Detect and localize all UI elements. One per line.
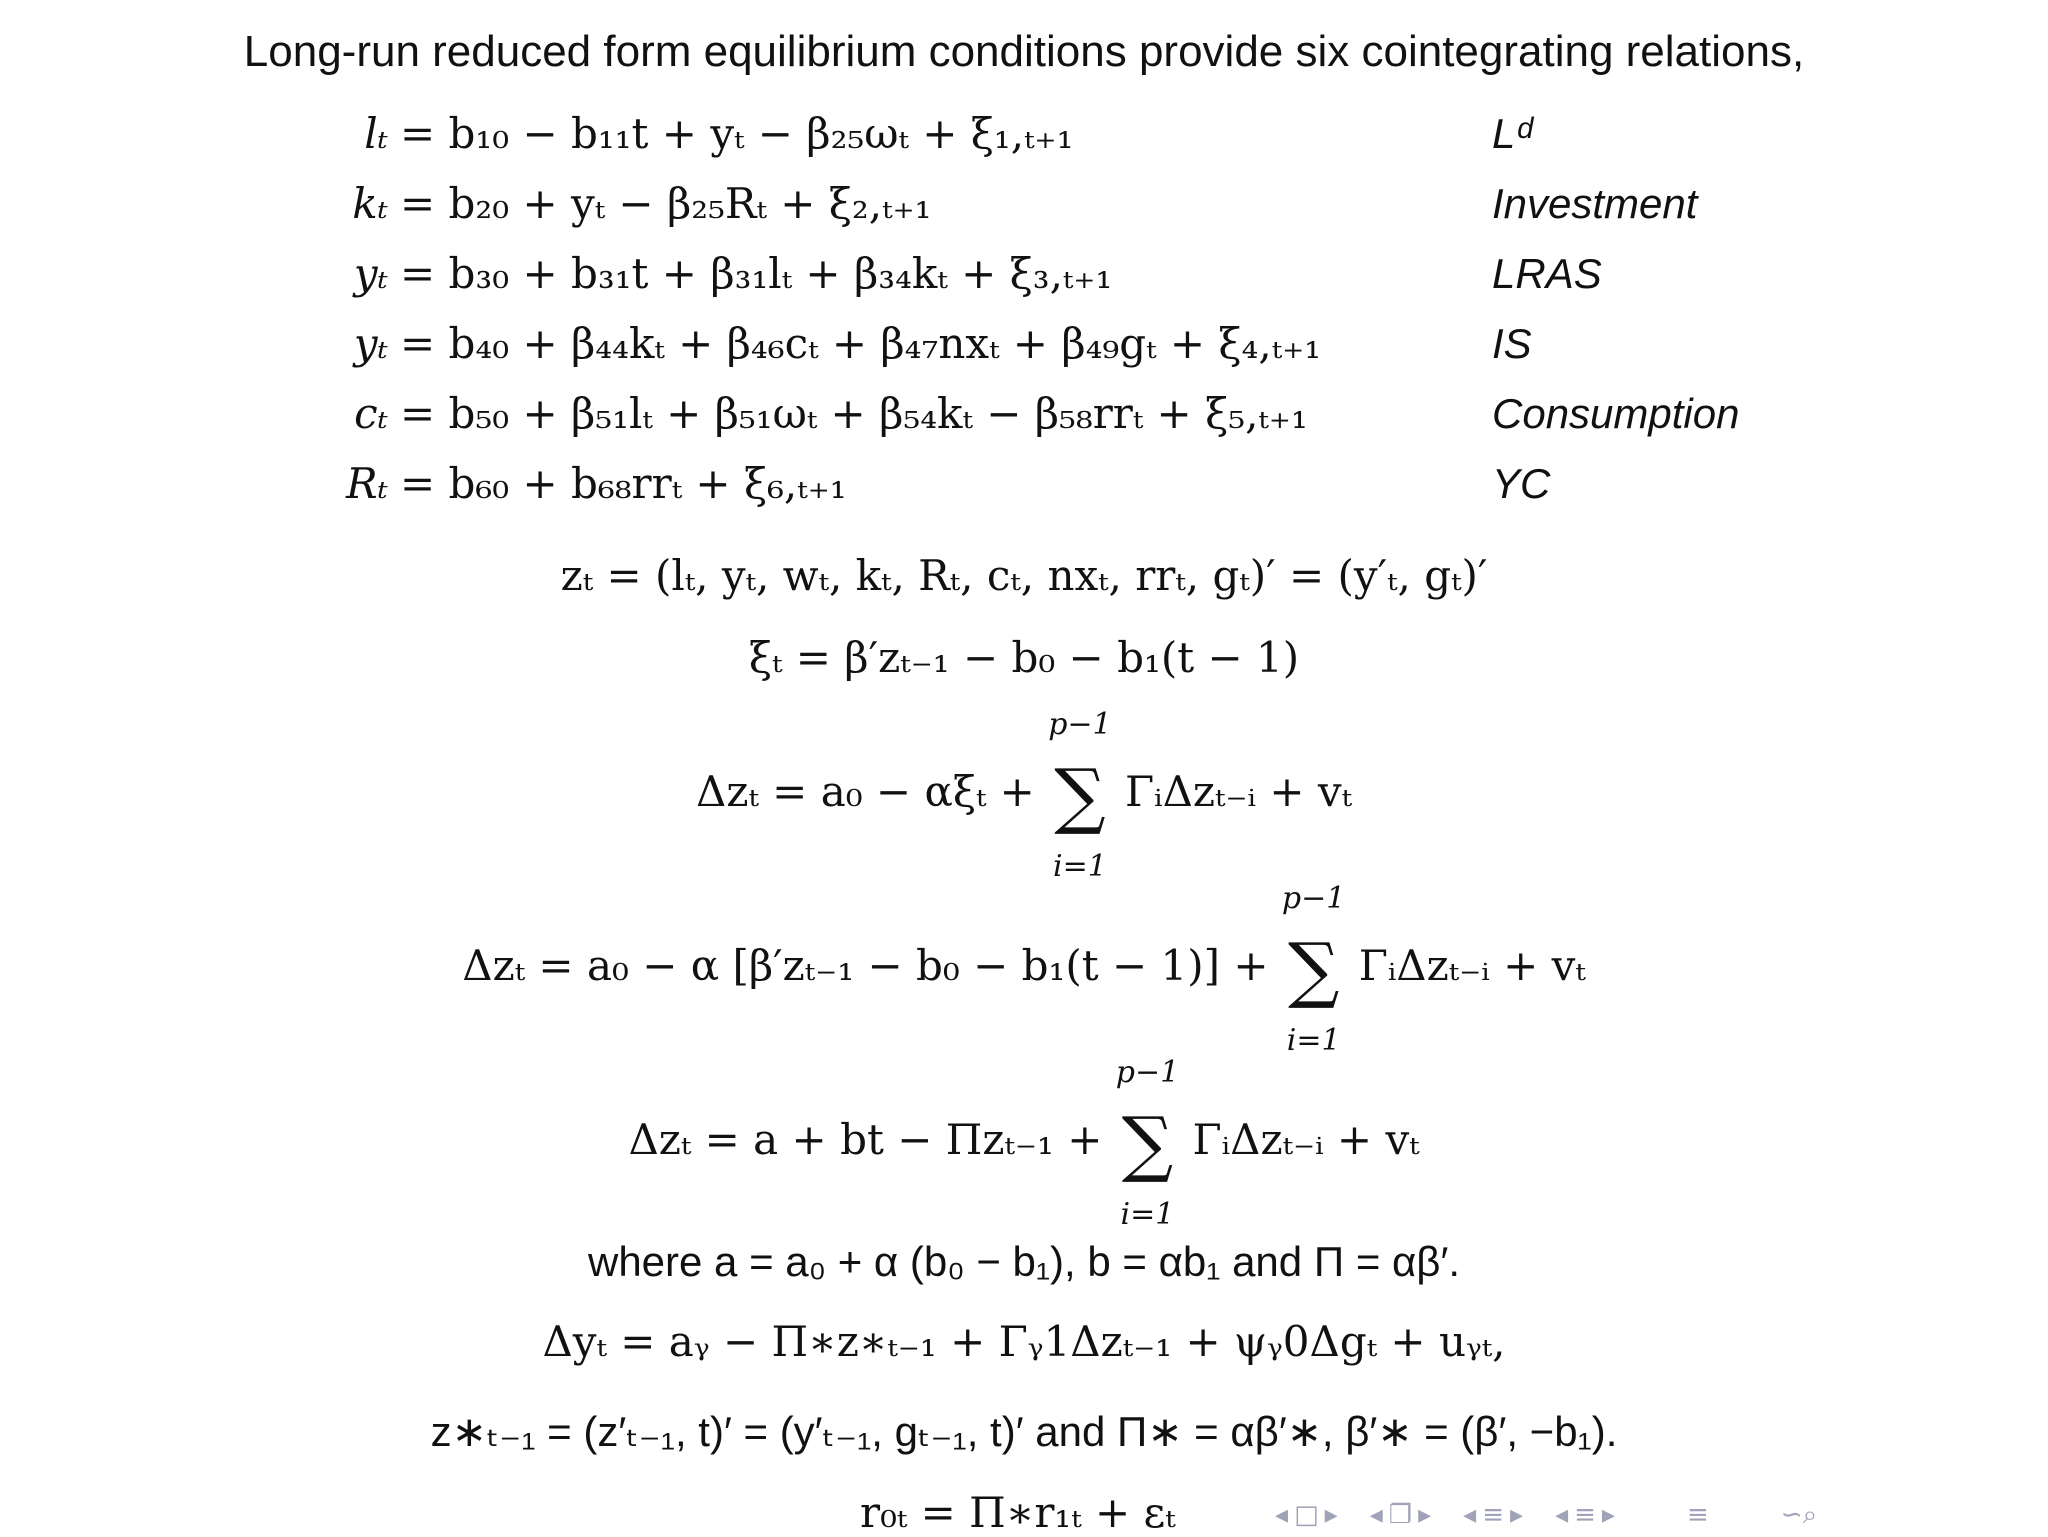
- system-rhs: = b₂₀ + yₜ − β₂₅Rₜ + ξ₂,ₜ₊₁: [400, 179, 932, 228]
- nav-align-icon[interactable]: ≡: [1686, 1500, 1709, 1530]
- summation-symbol: ∑ p−1 i=1: [1048, 707, 1112, 884]
- nav-next-section-icon[interactable]: ▸: [1510, 1500, 1524, 1530]
- system-rhs: = b₅₀ + β₅₁lₜ + β₅₁ωₜ + β₅₄kₜ − β₅₈rrₜ + ξ₅,ₜ₊₁: [400, 389, 1308, 438]
- nav-subsection-icon[interactable]: ❐: [1388, 1500, 1413, 1530]
- nav-frame-icon[interactable]: □: [1294, 1500, 1319, 1530]
- nav-document-icon[interactable]: ≡: [1574, 1500, 1596, 1530]
- sum-lower-limit: i=1: [1120, 1197, 1175, 1232]
- system-row: [0, 448, 2048, 520]
- system-rhs: = b₆₀ + b₆₈rrₜ + ξ₆,ₜ₊₁: [400, 459, 847, 508]
- system-lhs: kₜ: [352, 179, 388, 228]
- where-definition: where a = a₀ + α (b₀ − b₁), b = αb₁ and Π = αβ′.: [587, 1238, 1460, 1285]
- system-rhs: = b₄₀ + β₄₄kₜ + β₄₆cₜ + β₄₇nxₜ + β₄₉gₜ + ξ₄,ₜ₊₁: [400, 319, 1322, 368]
- equation-vecm-2: [0, 881, 2048, 1058]
- system-rhs: = b₃₀ + b₃₁t + β₃₁lₜ + β₃₄kₜ + ξ₃,ₜ₊₁: [400, 249, 1113, 298]
- system-label: LRAS: [1492, 250, 1602, 297]
- system-lhs: yₜ: [353, 319, 388, 368]
- sum-upper-limit: p−1: [1115, 1055, 1180, 1090]
- system-label: YC: [1492, 460, 1551, 507]
- sum-lower-limit: i=1: [1053, 849, 1107, 884]
- vecm-1-left: Δzₜ = a₀ − αξₜ +: [695, 767, 1035, 816]
- equation-vecm-1: [0, 707, 2048, 884]
- system-row: [0, 168, 2048, 240]
- vecm-2-right: ΓᵢΔzₜ₋ᵢ + vₜ: [1358, 941, 1586, 990]
- summation-symbol: ∑ p−1 i=1: [1281, 881, 1346, 1058]
- summation-symbol: ∑ p−1 i=1: [1115, 1055, 1180, 1232]
- system-rhs: = b₁₀ − b₁₁t + yₜ − β₂₅ωₜ + ξ₁,ₜ₊₁: [400, 109, 1074, 158]
- vecm-2-left: Δzₜ = a₀ − α [β′zₜ₋₁ − b₀ − b₁(t − 1)] +: [462, 941, 1269, 990]
- system-lhs: Rₜ: [346, 459, 388, 508]
- nav-section-icon[interactable]: ≡: [1482, 1500, 1504, 1530]
- system-row: [0, 308, 2048, 380]
- system-row: [0, 238, 2048, 310]
- system-label: Lᵈ: [1492, 110, 1533, 157]
- vecm-3-right: ΓᵢΔzₜ₋ᵢ + vₜ: [1192, 1115, 1420, 1164]
- equation-xi: ξₜ = β′zₜ₋₁ − b₀ − b₁(t − 1): [748, 633, 1300, 682]
- vecm-3-left: Δzₜ = a + bt − Πzₜ₋₁ +: [628, 1115, 1103, 1164]
- nav-prev-subsection-icon[interactable]: ◂: [1369, 1500, 1383, 1530]
- equation-z: zₜ = (lₜ, yₜ, wₜ, kₜ, Rₜ, cₜ, nxₜ, rrₜ, gₜ)′ = (y′ₜ, gₜ)′: [560, 551, 1488, 600]
- system-lhs: yₜ: [353, 249, 388, 298]
- system-lhs: lₜ: [364, 109, 388, 158]
- nav-prev-section-icon[interactable]: ◂: [1463, 1500, 1477, 1530]
- sum-upper-limit: p−1: [1048, 707, 1112, 742]
- nav-prev-frame-icon[interactable]: ◂: [1275, 1500, 1289, 1530]
- system-label: Consumption: [1492, 390, 1740, 437]
- system-row: [0, 98, 2048, 170]
- system-lhs: cₜ: [354, 389, 388, 438]
- sum-lower-limit: i=1: [1286, 1023, 1341, 1058]
- nav-search-icon[interactable]: ∽⌕: [1780, 1499, 1818, 1530]
- equation-r0: r₀ₜ = Π∗r₁ₜ + εₜ: [860, 1488, 1176, 1537]
- system-row: [0, 378, 2048, 450]
- system-label: IS: [1492, 320, 1532, 367]
- nav-next-document-icon[interactable]: ▸: [1601, 1500, 1615, 1530]
- sum-upper-limit: p−1: [1281, 881, 1346, 916]
- system-label: Investment: [1492, 180, 1698, 227]
- equation-zstar: z∗ₜ₋₁ = (z′ₜ₋₁, t)′ = (y′ₜ₋₁, gₜ₋₁, t)′ and Π∗ = αβ′∗, β′∗ = (β′, −b₁).: [430, 1408, 1618, 1455]
- vecm-1-right: ΓᵢΔzₜ₋ᵢ + vₜ: [1124, 767, 1352, 816]
- equation-delta-y: Δyₜ = aᵧ − Π∗z∗ₜ₋₁ + Γᵧ1Δzₜ₋₁ + ψᵧ0Δgₜ + uᵧₜ,: [542, 1317, 1506, 1366]
- equation-vecm-3: [0, 1055, 2048, 1232]
- nav-next-frame-icon[interactable]: ▸: [1324, 1500, 1338, 1530]
- nav-prev-document-icon[interactable]: ◂: [1555, 1500, 1569, 1530]
- intro-text: Long-run reduced form equilibrium conditions provide six cointegrating relations,: [243, 27, 1805, 76]
- beamer-navigation: [1275, 1500, 1817, 1530]
- nav-next-subsection-icon[interactable]: ▸: [1418, 1500, 1432, 1530]
